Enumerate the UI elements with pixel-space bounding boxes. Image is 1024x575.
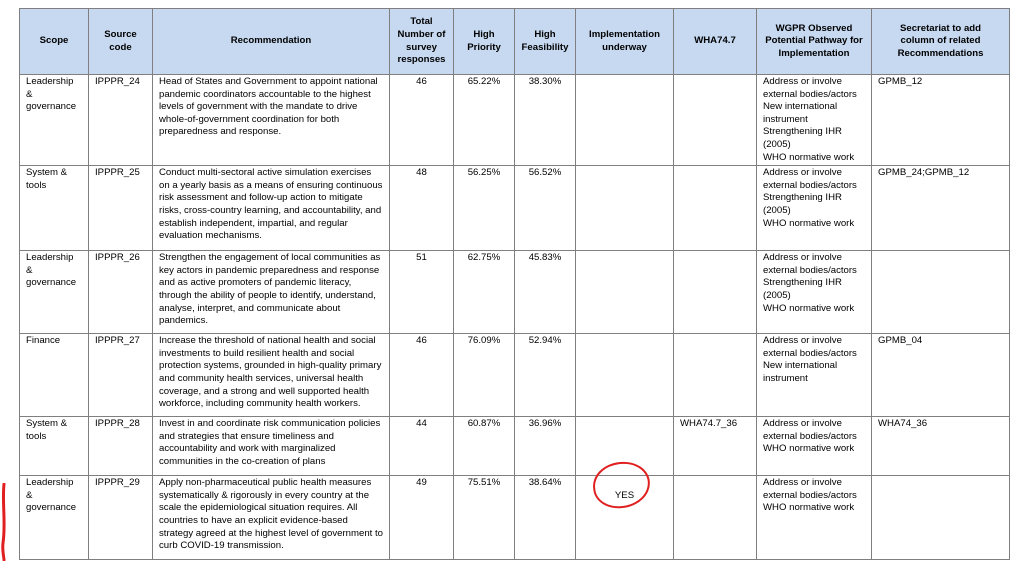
cell-scope: Leadership & governance	[20, 476, 89, 560]
cell-recommendation: Apply non-pharmaceutical public health measures systematically & rigorously in every country at the scale the epidemiological situation requires. All countries to have an explicit evidence-based strategy agreed at the highest level of government to curb COVID-19 transmission.	[153, 476, 390, 560]
cell-recommendation: Increase the threshold of national health and social investments to build resilient health and social protection systems, grounded in high-quality primary and community health services, universal health coverage, and a strong and well supported health workforce, including community health workers.	[153, 334, 390, 417]
cell-scope: System & tools	[20, 166, 89, 251]
header-implementation: Implementation underway	[576, 9, 674, 75]
cell-wgpr: Address or involve external bodies/actors Strengthening IHR (2005) WHO normative work	[757, 166, 872, 251]
cell-source: IPPPR_28	[89, 417, 153, 476]
cell-total: 44	[390, 417, 454, 476]
header-wha: WHA74.7	[674, 9, 757, 75]
cell-scope: Leadership & governance	[20, 75, 89, 166]
implementation-yes-text: YES	[614, 489, 635, 501]
document-page	[19, 8, 1009, 560]
table-row	[20, 417, 1010, 476]
cell-wha	[674, 334, 757, 417]
table-row	[20, 166, 1010, 251]
header-recommendation: Recommendation	[153, 9, 390, 75]
table-row	[20, 251, 1010, 334]
cell-implementation	[576, 334, 674, 417]
cell-high-feasibility: 45.83%	[515, 251, 576, 334]
cell-implementation	[576, 166, 674, 251]
cell-wha	[674, 251, 757, 334]
cell-source: IPPPR_29	[89, 476, 153, 560]
cell-wgpr: Address or involve external bodies/actors New international instrument Strengthening IHR (2005) WHO normative work	[757, 75, 872, 166]
cell-high-priority: 76.09%	[454, 334, 515, 417]
cell-wha: WHA74.7_36	[674, 417, 757, 476]
cell-high-feasibility: 38.64%	[515, 476, 576, 560]
header-total-responses: Total Number of survey responses	[390, 9, 454, 75]
cell-recommendation: Invest in and coordinate risk communication policies and strategies that ensure timeliness and accountability and work with marginalized communities in the co-creation of plans	[153, 417, 390, 476]
cell-recommendation: Conduct multi-sectoral active simulation exercises on a yearly basis as a means of ensuring continuous risk assessment and follow-up action to mitigate risks, cross-country learning, and accountability, and establish independent, impartial, and regular evaluation mechanisms.	[153, 166, 390, 251]
cell-wgpr: Address or involve external bodies/actors Strengthening IHR (2005) WHO normative work	[757, 251, 872, 334]
cell-wgpr: Address or involve external bodies/actors WHO normative work	[757, 476, 872, 560]
cell-high-priority: 60.87%	[454, 417, 515, 476]
table-row	[20, 476, 1010, 560]
cell-high-priority: 65.22%	[454, 75, 515, 166]
header-row	[20, 9, 1010, 75]
cell-scope: Leadership & governance	[20, 251, 89, 334]
cell-total: 49	[390, 476, 454, 560]
cell-high-priority: 62.75%	[454, 251, 515, 334]
header-wgpr: WGPR Observed Potential Pathway for Implementation	[757, 9, 872, 75]
cell-total: 46	[390, 75, 454, 166]
cell-high-priority: 56.25%	[454, 166, 515, 251]
header-high-feasibility: High Feasibility	[515, 9, 576, 75]
cell-implementation	[576, 75, 674, 166]
cell-wha	[674, 476, 757, 560]
header-secretariat: Secretariat to add column of related Recommendations	[872, 9, 1010, 75]
cell-secretariat	[872, 251, 1010, 334]
table-row	[20, 334, 1010, 417]
red-margin-mark	[1, 483, 7, 561]
cell-source: IPPPR_25	[89, 166, 153, 251]
cell-source: IPPPR_27	[89, 334, 153, 417]
cell-high-feasibility: 36.96%	[515, 417, 576, 476]
cell-secretariat: GPMB_24;GPMB_12	[872, 166, 1010, 251]
cell-scope: Finance	[20, 334, 89, 417]
cell-wha	[674, 75, 757, 166]
cell-high-feasibility: 52.94%	[515, 334, 576, 417]
header-high-priority: High Priority	[454, 9, 515, 75]
cell-implementation	[576, 476, 674, 560]
cell-secretariat: WHA74_36	[872, 417, 1010, 476]
cell-wgpr: Address or involve external bodies/actors WHO normative work	[757, 417, 872, 476]
cell-wha	[674, 166, 757, 251]
cell-wgpr: Address or involve external bodies/actors New international instrument	[757, 334, 872, 417]
cell-secretariat	[872, 476, 1010, 560]
cell-recommendation: Head of States and Government to appoint national pandemic coordinators accountable to the highest levels of government with the mandate to drive whole-of-government coordination for both preparedness and response.	[153, 75, 390, 166]
cell-total: 46	[390, 334, 454, 417]
cell-source: IPPPR_26	[89, 251, 153, 334]
cell-scope: System & tools	[20, 417, 89, 476]
recommendations-table	[19, 8, 1010, 560]
cell-secretariat: GPMB_12	[872, 75, 1010, 166]
cell-source: IPPPR_24	[89, 75, 153, 166]
cell-recommendation: Strengthen the engagement of local communities as key actors in pandemic preparedness and response and as active promoters of pandemic literacy, through the ability of people to identify, understand, analyse, interpret, and communicate about pandemics.	[153, 251, 390, 334]
cell-implementation	[576, 251, 674, 334]
header-source-code: Source code	[89, 9, 153, 75]
cell-high-priority: 75.51%	[454, 476, 515, 560]
table-row	[20, 75, 1010, 166]
cell-high-feasibility: 38.30%	[515, 75, 576, 166]
cell-total: 51	[390, 251, 454, 334]
cell-total: 48	[390, 166, 454, 251]
cell-high-feasibility: 56.52%	[515, 166, 576, 251]
header-scope: Scope	[20, 9, 89, 75]
cell-secretariat: GPMB_04	[872, 334, 1010, 417]
